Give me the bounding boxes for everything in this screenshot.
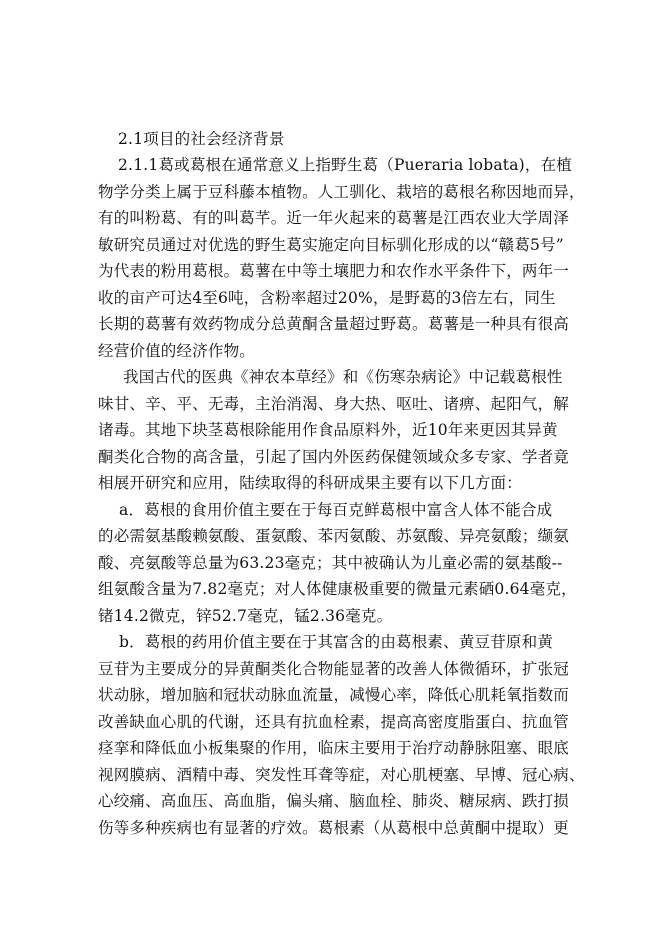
paragraph-line: 伤等多种疾病也有显著的疗效。葛根素（从葛根中总黄酮中提取）更	[98, 819, 570, 837]
paragraph-line: 经营价值的经济作物。	[98, 342, 256, 360]
paragraph-line: 2.1.1葛或葛根在通常意义上指野生葛（Pueraria lobata)，在植	[118, 156, 572, 174]
paragraph-line: a．葛根的食用价值主要在于每百克鲜葛根中富含人体不能合成	[119, 501, 553, 519]
paragraph-line: 诸毒。其地下块茎葛根除能用作食品原料外，近10年来更因其异黄	[98, 421, 558, 439]
paragraph-line: 酮类化合物的高含量，引起了国内外医药保健领域众多专家、学者竟	[98, 448, 570, 466]
paragraph-line: 相展开研究和应用，陆续取得的科研成果主要有以下几方面：	[98, 474, 522, 492]
paragraph-line: 痉挛和降低血小板集聚的作用，临床主要用于治疗动静脉阻塞、眼底	[98, 739, 570, 757]
paragraph-line: 长期的葛薯有效药物成分总黄酮含量超过野葛。葛薯是一种具有很高	[98, 315, 570, 333]
paragraph-line: 收的亩产可达4至6吨，含粉率超过20%，是野葛的3倍左右，同生	[98, 289, 556, 307]
paragraph-line: 有的叫粉葛、有的叫葛芊。近一年火起来的葛薯是江西农业大学周泽	[98, 209, 570, 227]
paragraph-line: 豆苷为主要成分的异黄酮类化合物能显著的改善人体微循环，扩张冠	[98, 660, 570, 678]
paragraph-line: 心绞痛、高血压、高血脂，偏头痛、脑血栓、肺炎、糖尿病、跌打损	[98, 792, 570, 810]
paragraph-line: 酸、亮氨酸等总量为63.23毫克；其中被确认为儿童必需的氨基酸--	[98, 554, 563, 572]
paragraph-line: 敏研究员通过对优选的野生葛实施定向目标驯化形成的以“赣葛5号”	[98, 236, 564, 254]
paragraph-line: 的必需氨基酸赖氨酸、蛋氨酸、苯丙氨酸、苏氨酸、异亮氨酸；缬氨	[98, 527, 570, 545]
paragraph-line: 组氨酸含量为7.82毫克；对人体健康极重要的微量元素硒0.64毫克，	[98, 580, 577, 598]
paragraph-line: b．葛根的药用价值主要在于其富含的由葛根素、黄豆苷原和黄	[119, 633, 554, 651]
paragraph-line: 我国古代的医典《神农本草经》和《伤寒杂病论》中记载葛根性	[123, 368, 563, 386]
paragraph-line: 为代表的粉用葛根。葛薯在中等土壤肥力和农作水平条件下，两年一	[98, 262, 570, 280]
section-heading: 2.1项目的社会经济背景	[118, 130, 285, 148]
paragraph-line: 视网膜病、酒精中毒、突发性耳聋等症，对心肌梗塞、早博、冠心病、	[98, 766, 585, 784]
paragraph-line: 改善缺血心肌的代谢，还具有抗血栓素，提高高密度脂蛋白、抗血管	[98, 713, 570, 731]
paragraph-line: 味甘、辛、平、无毒，主治消渴、身大热、呕吐、诸痹、起阳气，解	[98, 395, 570, 413]
paragraph-line: 物学分类上属于豆科藤本植物。人工驯化、栽培的葛根名称因地而异，	[98, 183, 585, 201]
paragraph-line: 状动脉，增加脑和冠状动脉血流量，减慢心率，降低心肌耗氧指数而	[98, 686, 570, 704]
paragraph-line: 锗14.2微克，锌52.7毫克，锰2.36毫克。	[98, 607, 393, 625]
